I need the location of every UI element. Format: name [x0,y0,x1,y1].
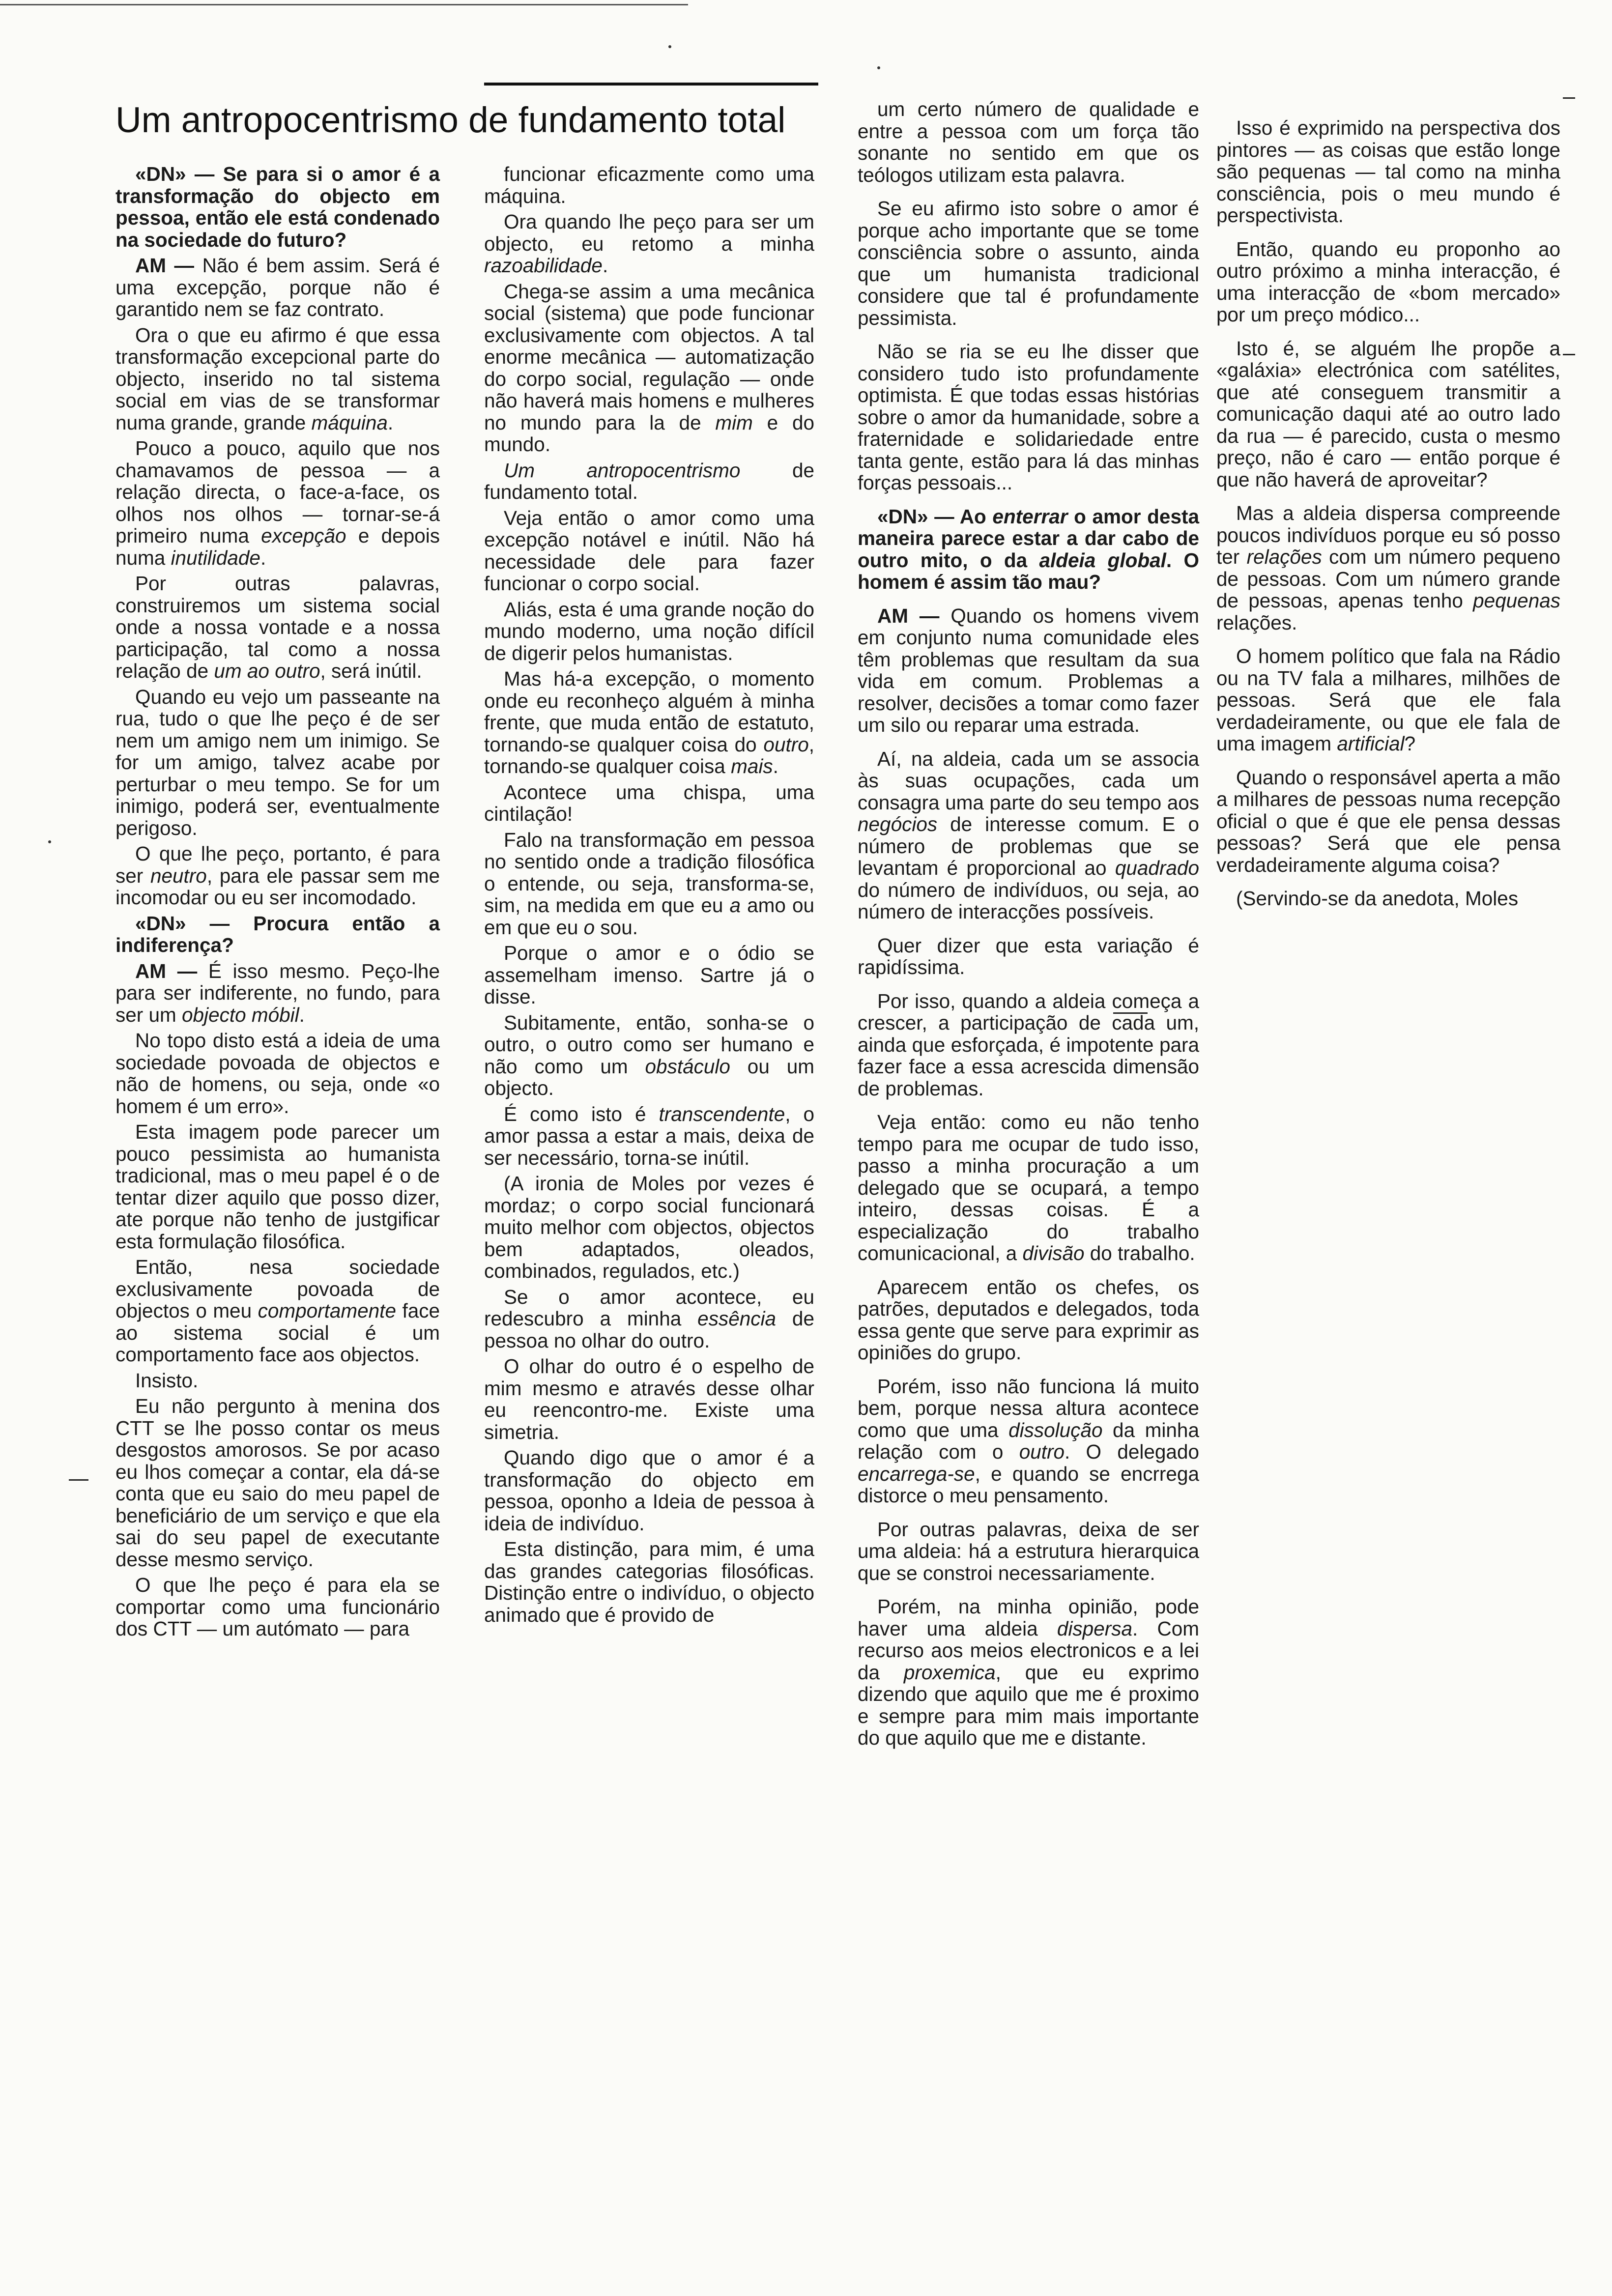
interview-question [115,913,440,956]
text-run: , para ele passar sem me incomodar ou eu ser incomodado. [115,864,440,909]
article-paragraph [115,960,440,1026]
text-run: e do mundo. [484,411,814,456]
text-run: Aparecem então os chefes, os patrões, deputados e delegados, toda essa gente que serve para exprimir as opiniões do grupo. [858,1275,1199,1364]
text-run: O homem político que fala na Rádio ou na TV fala a milhares, milhões de pessoas. Será que ele fala verdadeiramente, ou que ele fala de uma imagem [1216,645,1560,755]
article-paragraph [115,1574,440,1640]
article-paragraph [858,935,1199,978]
emphasis-text: outro [763,733,809,756]
emphasis-text: transcendente [659,1102,785,1125]
text-run: (A ironia de Moles por vezes é mordaz; o corpo social funcionará muito melhor com objectos, objectos bem adaptados, oleados, combinados, regulados, etc.) [484,1172,814,1282]
emphasis-text: dispersa [1057,1617,1132,1640]
article-paragraph [858,98,1199,186]
text-run: amo ou em que eu [484,894,814,939]
scan-mark [1113,1012,1148,1014]
text-run: Não se ria se eu lhe disser que considero tudo isto profundamente optimista. É que todas essas histórias sobre o amor da humanidade, sobre a fraternidade e solidariedade entre tanta gente, estão para lá das minhas forças pessoais... [858,340,1199,494]
text-run: e depois numa [115,524,440,569]
emphasis-text: quadrado [1115,857,1199,879]
text-run: de pessoa no olhar do outro. [484,1307,814,1352]
article-paragraph [484,281,814,456]
scan-speck [48,840,51,843]
title-rule [484,83,818,86]
question-text: «DN» — Ao [877,505,993,528]
text-run: Esta imagem pode parecer um pouco pessimista ao humanista tradicional, mas o meu papel é o de tentar dizer aquilo que posso dizer, ate porque não tenho de justgificar esta formulação filosófica. [115,1120,440,1253]
article-paragraph [484,459,814,503]
text-run: Porque o amor e o ódio se assemelham imenso. Sartre já o disse. [484,942,814,1008]
emphasis-text: comportamente [258,1299,396,1322]
emphasis-text: o [583,916,595,939]
article-paragraph [484,1355,814,1443]
text-run: Ora quando lhe peço para ser um objecto, eu retomo a minha [484,210,814,255]
emphasis-text: negócios [858,813,938,835]
emphasis-text: artificial [1337,732,1405,755]
article-paragraph [858,1519,1199,1584]
text-run: Eu não pergunto à menina dos CTT se lhe posso contar os meus desgostos amorosos. Se por acaso eu lhos começar a contar, ela dá-se conta que eu saio do meu papel de beneficiário de um serviço e que ela sai do seu papel de executante desse mesmo serviço. [115,1395,440,1571]
article-paragraph [115,324,440,434]
text-run: Então, quando eu proponho ao outro próximo a minha interacção, é uma interacção de «bom mercado» por um preço módico... [1216,237,1560,326]
emphasis-text: neutro [150,864,207,887]
text-run: face ao sistema social é um comportamento face aos objectos. [115,1299,440,1366]
text-run: Insisto. [135,1369,199,1392]
text-run: Quer dizer que esta variação é rapidíssima. [858,934,1199,978]
question-text: «DN» — Se para si o amor é a transformação do objecto em pessoa, então ele está condenado na sociedade do futuro? [115,163,440,251]
article-column-4 [1216,117,1560,921]
text-run: Isto é, se alguém lhe propõe a «galáxia» electrónica com satélites, que até conseguem transmitir a comunicação daqui até ao outro lado da rua — é parecido, custa o mesmo preço, não é caro — então porque é que não haverá de aproveitar? [1216,337,1560,491]
article-paragraph [858,1596,1199,1749]
text-run: Mas a aldeia dispersa compreende poucos indivíduos porque eu só posso ter [1216,502,1560,568]
emphasis-text: relações [1246,545,1322,568]
text-run: da minha relação com o [858,1418,1199,1463]
article-paragraph [858,605,1199,736]
article-column-3 [858,98,1199,1761]
emphasis-text: mim [715,411,753,434]
article-paragraph [115,573,440,682]
article-paragraph [115,1395,440,1570]
article-paragraph [1216,117,1560,227]
article-paragraph [115,1030,440,1117]
text-run: ? [1404,732,1416,755]
article-paragraph [115,1370,440,1392]
text-run: sou. [595,916,638,939]
text-run: Por outras palavras, construiremos um sistema social onde a nossa vontade e a nossa participação, tal como a nossa relação de [115,572,440,682]
text-run: Veja então: como eu não tenho tempo para me ocupar de tudo isso, passo a minha procuração a um delegado que se ocupará, a tempo inteiro, dessas coisas. É a especialização do trabalho comunicacional, a [858,1111,1199,1264]
text-run: , será inútil. [320,660,422,682]
text-run: Pouco a pouco, aquilo que nos chamavamos de pessoa — a relação directa, o face-a-face, os olhos nos olhos — tornar-se-á primeiro numa [115,437,440,547]
article-paragraph [1216,888,1560,910]
text-run: Por isso, quando a aldeia começa a crescer, a participação de cada um, ainda que esforçada, é impotente para fazer face a essa acrescida dimensão de problemas. [858,989,1199,1100]
emphasis-text: proxemica [903,1661,996,1684]
text-run: Mas há-a excepção, o momento onde eu reconheço alguém à minha frente, que muda então de estatuto, tornando-se qualquer coisa do [484,667,814,756]
article-title: Um antropocentrismo de fundamento total [115,100,786,140]
text-run: Então, nesa sociedade exclusivamente povoada de objectos o meu [115,1256,440,1322]
text-run: . [299,1003,305,1026]
article-paragraph [115,1256,440,1366]
article-paragraph [858,748,1199,923]
article-paragraph [115,686,440,839]
text-run: Aliás, esta é uma grande noção do mundo moderno, uma noção difícil de digerir pelos humanistas. [484,598,814,664]
article-paragraph [484,1447,814,1534]
text-run: Porém, isso não funciona lá muito bem, porque nessa altura acontece como que uma [858,1375,1199,1441]
interview-question [115,163,440,251]
article-paragraph [484,599,814,664]
text-run: . [773,755,778,777]
text-run: Chega-se assim a uma mecânica social (sistema) que pode funcionar exclusivamente com objectos. A tal enorme mecânica — automatização do corpo social, regulação — onde não haverá mais homens e mulheres no mundo para la de [484,280,814,434]
speaker-label: AM — [877,604,951,627]
emphasis-text: excepção [261,524,346,547]
emphasis-text: razoabilidade [484,254,603,277]
emphasis-text: essência [697,1307,777,1330]
text-run: . [387,411,394,434]
article-paragraph [858,1276,1199,1364]
emphasis-text: outro [1019,1440,1065,1463]
text-run: funcionar eficazmente como uma máquina. [484,163,814,207]
emphasis-text: obstáculo [645,1055,730,1078]
text-run: Falo na transformação em pessoa no sentido onde a tradição filosófica o entende, ou seja, transforma-se, sim, na medida em que eu [484,828,814,917]
text-run: O que lhe peço é para ela se comportar como uma funcionário dos CTT — um autómato — para [115,1574,440,1640]
interview-question [858,506,1199,593]
question-emphasis: enterrar [992,505,1068,528]
article-paragraph [484,211,814,277]
text-run: ou um objecto. [484,1055,814,1099]
scan-mark [1563,97,1575,99]
text-run: Aí, na aldeia, cada um se associa às suas ocupações, cada um consagra uma parte do seu tempo aos [858,747,1199,814]
article-paragraph [484,163,814,207]
article-paragraph [484,507,814,595]
article-paragraph [858,198,1199,329]
text-run: , tornando-se qualquer coisa [484,733,814,777]
scan-mark [69,1479,88,1481]
text-run: , que eu exprimo dizendo que aquilo que me é proximo e sempre para mim mais importante do que aquilo que me e distante. [858,1661,1199,1749]
scan-speck [668,45,671,48]
top-border-line [0,4,688,5]
text-run: Esta distinção, para mim, é uma das grandes categorias filosóficas. Distinção entre o indivíduo, o objecto animado que é provido de [484,1538,814,1626]
article-paragraph [115,255,440,320]
text-run: Porém, na minha opinião, pode haver uma aldeia [858,1595,1199,1640]
text-run: Se eu afirmo isto sobre o amor é porque acho importante que se tome consciência sobre o assunto, ainda que um humanista tradicional considere que tal é profundamente pessimista. [858,197,1199,329]
article-paragraph [858,990,1199,1100]
article-paragraph [484,1173,814,1282]
emphasis-text: dissolução [1008,1418,1103,1441]
text-run: do trabalho. [1084,1242,1195,1264]
text-run: No topo disto está a ideia de uma sociedade povoada de objectos e não de homens, ou seja, onde «o homem é um erro». [115,1029,440,1118]
text-run: O olhar do outro é o espelho de mim mesmo e através desse olhar eu reencontro-me. Existe uma simetria. [484,1355,814,1443]
article-column-1 [115,163,440,1644]
text-run: . [260,546,266,569]
emphasis-text: pequenas [1473,589,1560,612]
emphasis-text: a [729,894,741,917]
text-run: . O delegado [1065,1440,1199,1463]
text-run: Quando eu vejo um passeante na rua, tudo o que lhe peço é de ser nem um amigo nem um inimigo. Se for um amigo, talvez acabe por perturbar o meu tempo. Se for um inimigo, poderá ser, eventualmente perigoso. [115,685,440,839]
text-run: Quando digo que o amor é a transformação do objecto em pessoa, oponho a Ideia de pessoa à ideia de indivíduo. [484,1446,814,1535]
text-run: com um número pequeno de pessoas. Com um número grande de pessoas, apenas tenho [1216,545,1560,612]
text-run: Se o amor acontece, eu redescubro a minha [484,1285,814,1330]
text-run: Acontece uma chispa, uma cintilação! [484,780,814,825]
text-run: Isso é exprimido na perspectiva dos pintores — as coisas que estão longe são pequenas — tal como na minha consciência, pois o meu mundo é perspectivista. [1216,116,1560,227]
text-run: . [602,254,608,277]
emphasis-text: mais [731,755,773,777]
emphasis-text: encarrega-se [858,1462,975,1485]
article-paragraph [858,341,1199,494]
article-paragraph [858,1376,1199,1507]
article-column-2 [484,163,814,1630]
text-run: Por outras palavras, deixa de ser uma aldeia: há a estrutura hierarquica que se constroi necessariamente. [858,1518,1199,1584]
text-run: O que lhe peço, portanto, é para ser [115,842,440,887]
text-run: relações. [1216,611,1297,634]
question-emphasis: aldeia global [1039,548,1166,572]
text-run: Quando o responsável aperta a mão a milhares de pessoas numa recepção oficial o que é que ele pensa dessas pessoas? Será que ele pensa verdadeiramente alguma coisa? [1216,766,1560,876]
text-run: Não é bem assim. Será é uma excepção, porque não é garantido nem se faz contrato. [115,254,440,320]
article-paragraph [484,668,814,777]
article-paragraph [1216,645,1560,755]
article-paragraph [1216,502,1560,633]
text-run: de fundamento total. [484,459,814,503]
article-paragraph [1216,767,1560,876]
question-text: o amor desta maneira parece estar a dar cabo de outro mito, o da [858,505,1199,572]
article-paragraph [115,1121,440,1252]
text-run: de interesse comum. E o número de problemas que se levantam é proporcional ao [858,813,1199,879]
article-paragraph [484,1103,814,1169]
text-run: um certo número de qualidade e entre a pessoa com um força tão sonante no sentido em que os teólogos utilizam esta palavra. [858,98,1199,186]
speaker-label: AM — [135,254,202,277]
article-paragraph [484,942,814,1008]
article-paragraph [484,1538,814,1626]
emphasis-text: um ao outro [214,660,320,682]
text-run: Veja então o amor como uma excepção notável e inútil. Não há necessidade dele para fazer funcionar o corpo social. [484,506,814,595]
text-run: do número de indivíduos, ou seja, ao número de interacções possíveis. [858,878,1199,923]
emphasis-text: Um antropocentrismo [504,459,741,482]
emphasis-text: objecto móbil [182,1003,299,1026]
text-run: (Servindo-se da anedota, Moles [1236,887,1519,910]
question-text: . O homem é assim tão mau? [858,548,1199,593]
scan-mark [1563,354,1575,355]
article-paragraph [1216,338,1560,491]
emphasis-text: máquina [311,411,388,434]
speaker-label: AM — [135,959,208,982]
article-paragraph [484,781,814,825]
text-run: É como isto é [504,1102,659,1125]
text-run: . Com recurso aos meios electronicos e a lei da [858,1617,1199,1684]
text-run: Quando os homens vivem em conjunto numa comunidade eles têm problemas que resultam da sua vida em comum. Problemas a resolver, decisões a tomar como fazer um silo ou reparar uma estrada. [858,604,1199,736]
article-paragraph [858,1111,1199,1264]
article-paragraph [484,1286,814,1352]
text-run: Subitamente, então, sonha-se o outro, o outro como ser humano e não como um [484,1011,814,1078]
article-paragraph [484,829,814,939]
article-paragraph [1216,238,1560,326]
question-text: «DN» — Procura então a indiferença? [115,912,440,956]
text-run: , o amor passa a estar a mais, deixa de ser necessário, torna-se inútil. [484,1102,814,1169]
emphasis-text: divisão [1022,1242,1085,1264]
emphasis-text: inutilidade [171,546,260,569]
article-paragraph [484,1012,814,1099]
text-run: , e quando se encrrega distorce o meu pensamento. [858,1462,1199,1507]
scan-speck [877,66,880,69]
text-run: É isso mesmo. Peço-lhe para ser indiferente, no fundo, para ser um [115,959,440,1026]
text-run: Ora o que eu afirmo é que essa transformação excepcional parte do objecto, inserido no tal sistema social em vias de se transformar numa grande, grande [115,323,440,434]
article-paragraph [115,437,440,569]
article-paragraph [115,843,440,909]
